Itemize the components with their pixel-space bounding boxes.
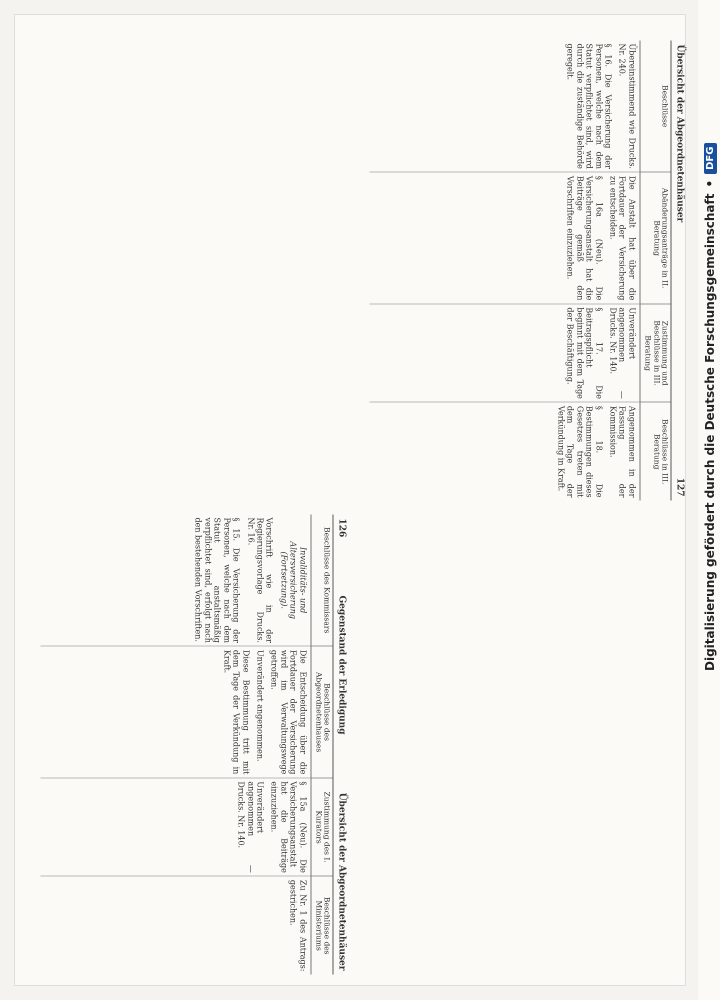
right-page-header — [671, 41, 687, 501]
watermark-text: Digitalisierung gefördert durch die Deutsche Forschungsgemeinschaft — [703, 193, 717, 671]
scanned-document-page — [14, 14, 686, 986]
left-col-2 — [40, 646, 310, 777]
right-col-header: Beschlüsse in III. Beratung — [640, 402, 671, 501]
paragraph: Unverändert angenommen — Drucks. Nr. 140. — [608, 307, 637, 399]
right-col-header: Zustimmung und Beschlüsse in III. Beratung — [640, 303, 671, 402]
right-col-3 — [369, 303, 639, 402]
paragraph: § 18. Die Bestimmungen dieses Gesetzes treten mit dem Tage der Verkündung in Kraft. — [556, 405, 604, 498]
dfg-banner — [698, 0, 720, 1000]
right-column-headers — [639, 41, 671, 501]
paragraph: § 17. Die Beitragspflicht beginnt mit dem Tage der Beschäftigung. — [565, 307, 604, 399]
dfg-logo: DFG — [704, 143, 717, 174]
left-col-header: Beschlüsse des Kommissars — [322, 527, 332, 634]
right-col-2 — [369, 172, 639, 303]
right-col-header: Beschlüsse — [660, 85, 670, 128]
right-col-1 — [369, 41, 639, 172]
paragraph: Vorschrift wie in der Regierungsvorlage Drucks. Nr. 16. — [246, 517, 274, 643]
left-col-header: Beschlüsse des Abgeordnetenhauses — [311, 646, 333, 777]
left-page-header — [333, 515, 349, 975]
left-column-headers — [310, 515, 333, 975]
left-col-4 — [40, 876, 310, 975]
left-page-body — [40, 515, 310, 975]
left-page-number: 126 — [336, 518, 347, 538]
right-page-number: 127 — [674, 477, 685, 497]
right-page — [352, 41, 687, 501]
right-header-center: Übersicht der Abgeordnetenhäuser — [674, 44, 685, 223]
paragraph: § 16. Die Versicherung der Personen, welche nach dem Statut verpflichtet sind, wird durch die zuständige Behörde geregelt. — [565, 43, 613, 169]
paragraph: Zu Nr. 1 des Antrags: gestrichen. — [288, 879, 308, 972]
paragraph: Übereinstimmend wie Drucks. Nr. 240. — [617, 43, 637, 169]
left-page — [14, 515, 349, 975]
paragraph: § 16a (Neu). Die Versicherungsanstalt hat die Beiträge gemäß den Vorschriften einzuziehen. — [565, 175, 604, 301]
left-col-header: Zustimmung des I. Kurators — [311, 777, 333, 876]
right-col-4 — [369, 402, 639, 501]
paragraph: Angenommen in der Fassung der Kommission. — [608, 405, 637, 498]
paragraph: Die Entscheidung über die Fortdauer der Versicherung wird im Verwaltungswege getroffen. — [269, 649, 308, 775]
left-col-3 — [40, 777, 310, 876]
left-col-1 — [40, 515, 310, 646]
paragraph: Unverändert angenommen. — [255, 649, 265, 762]
left-col-header: Beschlüsse des Ministeriums — [311, 876, 333, 975]
right-page-body — [369, 41, 639, 501]
left-header-center: Übersicht der Abgeordnetenhäuser — [336, 792, 347, 971]
paragraph: Invaliditäts- und Altersversicherung (Fortsetzung). — [279, 541, 308, 619]
right-col-header: Abänderungsanträge in II. Beratung — [640, 172, 671, 303]
paragraph: § 15a (Neu). Die Versicherungsanstalt hat die Beiträge einzuziehen. — [269, 781, 308, 873]
paragraph: § 15. Die Versicherung der Personen, welche nach dem Statut anstaltsmäßig verpflichtet sind, erfolgt nach den bestehenden Vorschriften. — [193, 517, 241, 643]
dfg-watermark: Digitalisierung gefördert durch die Deutsche Forschungsgemeinschaft • DFG — [699, 11, 720, 671]
paragraph: Die Anstalt hat über die Fortdauer der Versicherung zu entscheiden. — [608, 175, 637, 301]
paragraph: Unverändert angenommen — Drucks. Nr. 140. — [236, 781, 265, 873]
paragraph: Diese Bestimmung tritt mit dem Tage der Verkündung in Kraft. — [222, 649, 251, 775]
left-header-left: Gegenstand der Erledigung — [336, 595, 347, 735]
